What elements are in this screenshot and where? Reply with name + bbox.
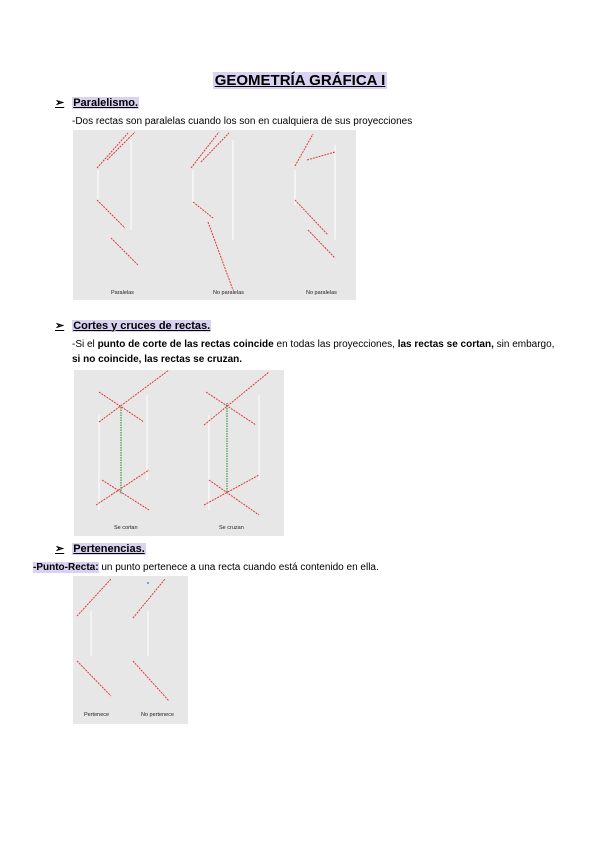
page-title: GEOMETRÍA GRÁFICA I <box>214 72 386 89</box>
arrow-bullet-icon: ➢ <box>55 320 65 332</box>
pertenencias-text: -Punto-Recta: un punto pertenece a una recta cuando está contenido en ella. <box>33 562 379 573</box>
cortes-text: -Si el punto de corte de las rectas coincide en todas las proyecciones, las rectas se cortan, sin embargo, si no coincide, las rectas se cruzan. <box>72 339 555 365</box>
figure-cortes <box>74 370 284 536</box>
section-heading-cortes: ➢ Cortes y cruces de rectas. <box>55 319 211 332</box>
section-heading-paralelismo: ➢ Paralelismo. <box>55 96 139 109</box>
paralelismo-text: -Dos rectas son paralelas cuando los son en cualquiera de sus proyecciones <box>72 116 413 127</box>
figure-paralelismo <box>73 130 356 300</box>
caption-no-paralelas-2: No paralelas <box>306 290 337 296</box>
caption-se-cortan: Se cortan <box>114 525 138 531</box>
figure-pertenencias <box>73 576 188 724</box>
arrow-bullet-icon: ➢ <box>55 97 65 109</box>
caption-no-pertenece: No pertenece <box>141 712 175 718</box>
caption-se-cruzan: Se cruzan <box>219 525 244 531</box>
section-heading-pertenencias: ➢ Pertenencias. <box>55 542 145 555</box>
caption-no-paralelas-1: No paralelas <box>213 290 244 296</box>
arrow-bullet-icon: ➢ <box>55 543 65 555</box>
caption-pertenece: Pertenece <box>84 712 110 718</box>
caption-paralelas: Paralelas <box>111 290 134 296</box>
